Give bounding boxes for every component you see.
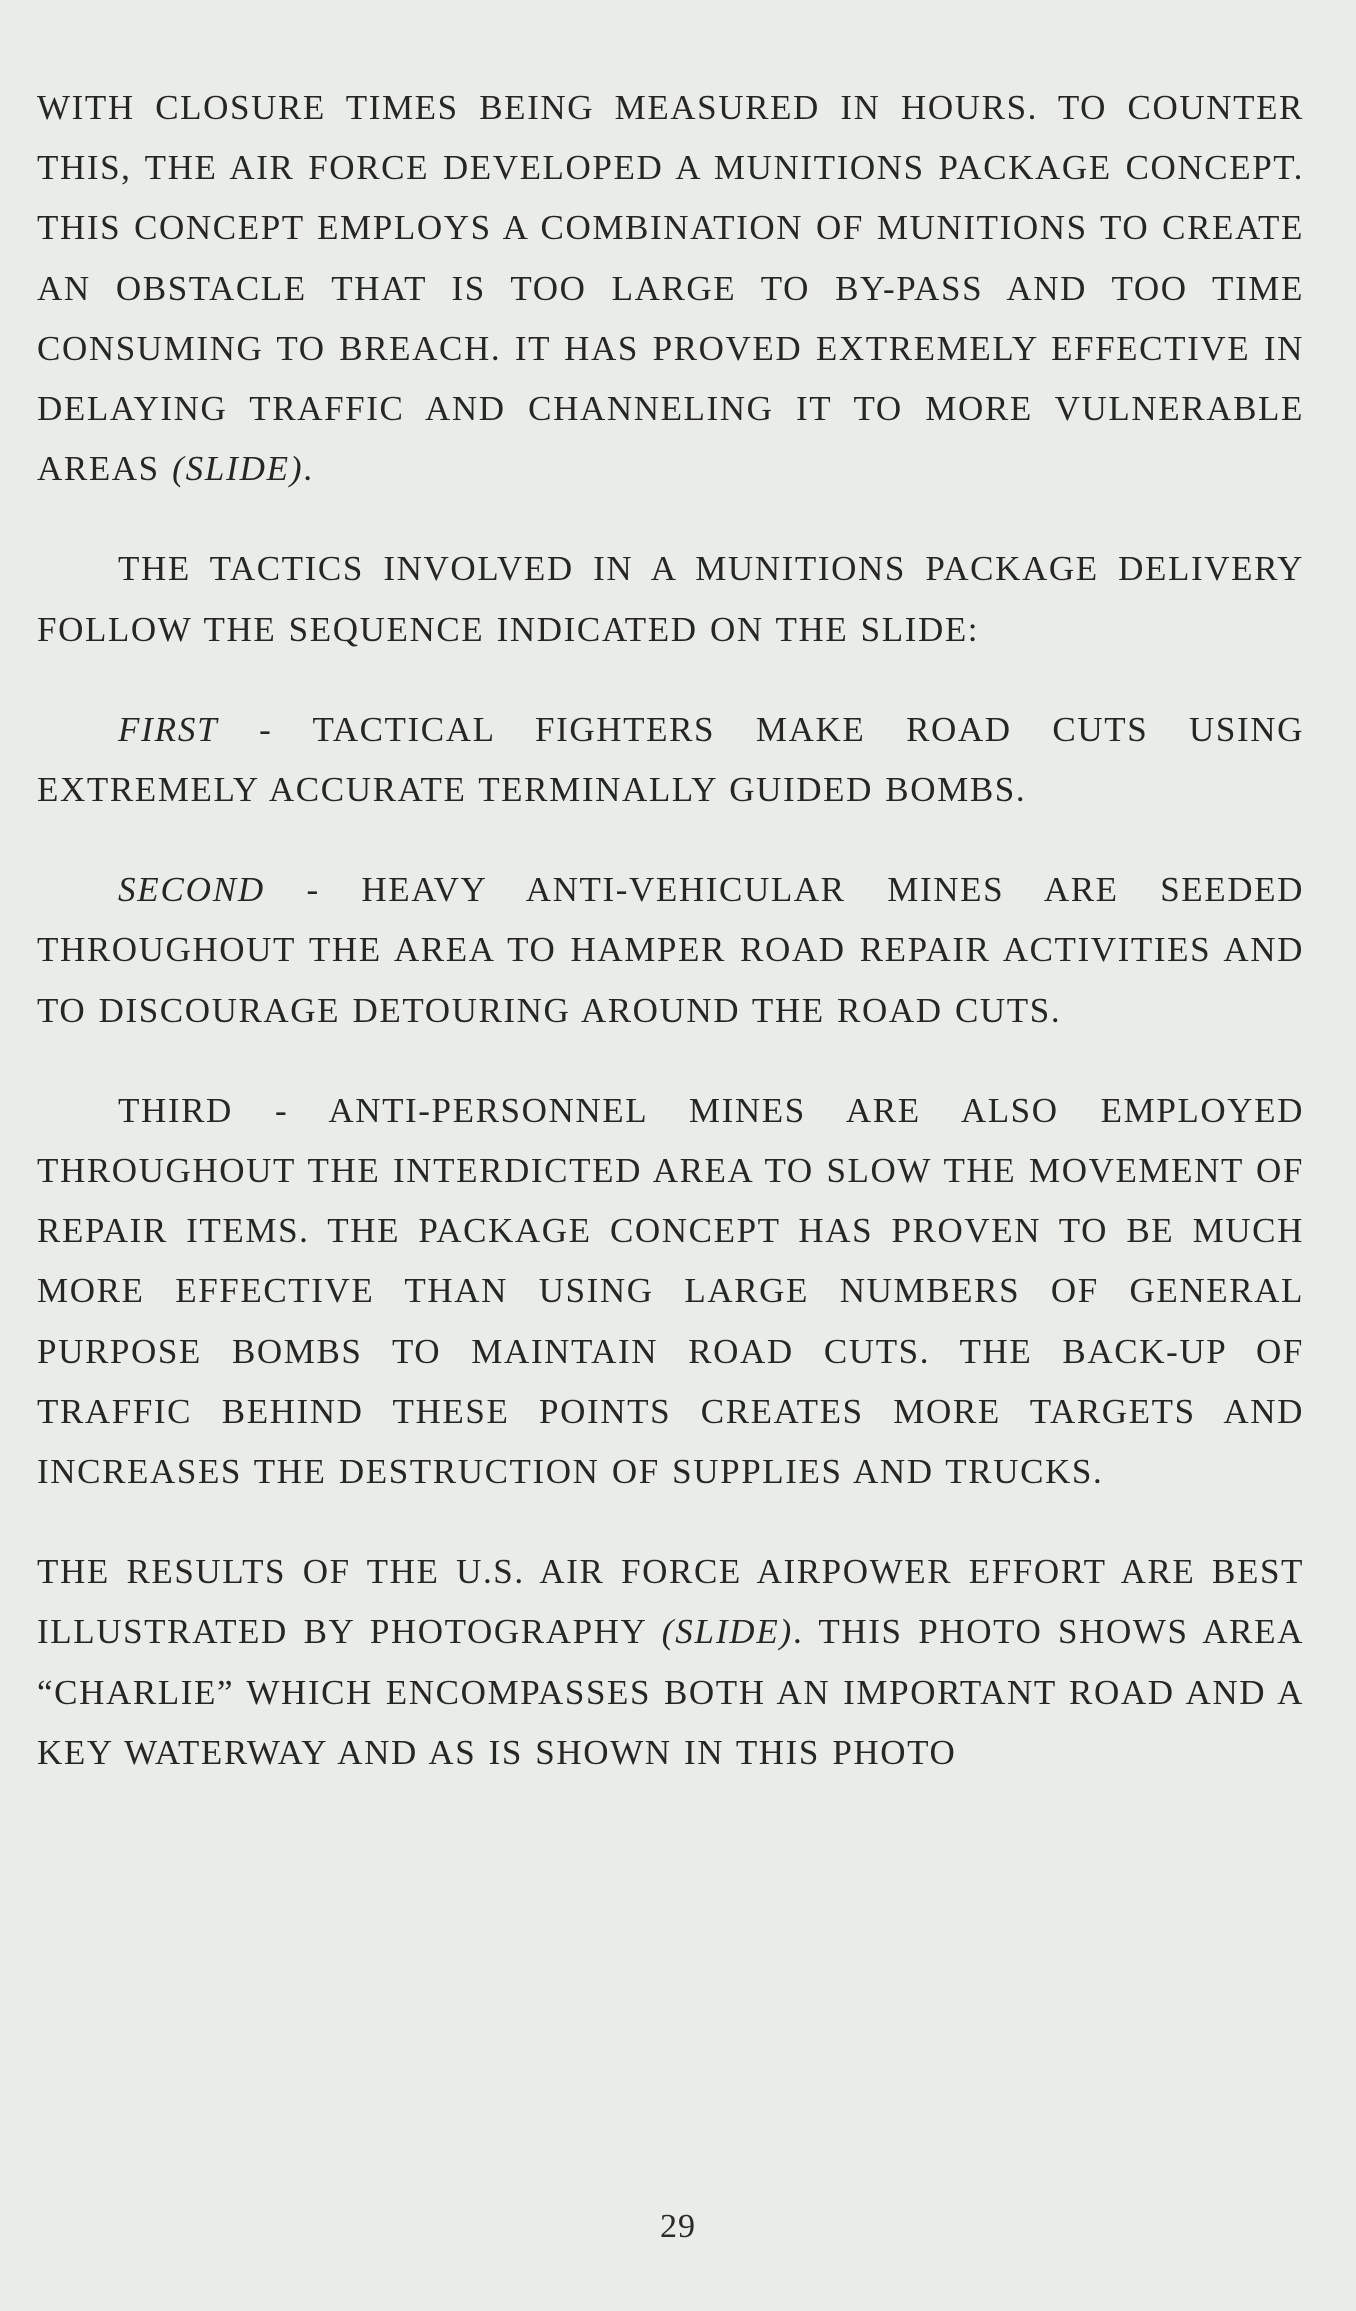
- paragraph-third-step: [37, 1081, 1304, 1502]
- paragraph-text-after: . THIS PHOTO SHOWS AREA “CHARLIE” WHICH ENCOMPASSES BOTH AN IMPORTANT ROAD AND A KEY WATERWAY AND AS IS SHOWN IN THIS PHOTO: [37, 1612, 1304, 1772]
- paragraph-second-step: [37, 860, 1304, 1041]
- paragraph-text: THIRD - ANTI-PERSONNEL MINES ARE ALSO EMPLOYED THROUGHOUT THE INTERDICTED AREA TO SLOW THE MOVEMENT OF REPAIR ITEMS. THE PACKAGE CONCEPT HAS PROVEN TO BE MUCH MORE EFFECTIVE THAN USING LARGE NUMBERS OF GENERAL PURPOSE BOMBS TO MAINTAIN ROAD CUTS. THE BACK-UP OF TRAFFIC BEHIND THESE POINTS CREATES MORE TARGETS AND INCREASES THE DESTRUCTION OF SUPPLIES AND TRUCKS.: [37, 1090, 1304, 1492]
- page-number: 29: [660, 2208, 696, 2245]
- step-label-first: FIRST: [118, 709, 219, 749]
- paragraph-text: THE TACTICS INVOLVED IN A MUNITIONS PACKAGE DELIVERY FOLLOW THE SEQUENCE INDICATED ON THE SLIDE:: [37, 549, 1304, 649]
- paragraph-first-step: [37, 700, 1304, 820]
- paragraph-results: [37, 1542, 1304, 1783]
- paragraph-text: - HEAVY ANTI-VEHICULAR MINES ARE SEEDED THROUGHOUT THE AREA TO HAMPER ROAD REPAIR ACTIVITIES AND TO DISCOURAGE DETOURING AROUND THE ROAD CUTS.: [37, 870, 1304, 1030]
- slide-reference: (SLIDE): [172, 449, 304, 489]
- paragraph-text: WITH CLOSURE TIMES BEING MEASURED IN HOURS. TO COUNTER THIS, THE AIR FORCE DEVELOPED A MUNITIONS PACKAGE CONCEPT. THIS CONCEPT EMPLOYS A COMBINATION OF MUNITIONS TO CREATE AN OBSTACLE THAT IS TOO LARGE TO BY-PASS AND TOO TIME CONSUMING TO BREACH. IT HAS PROVED EXTREMELY EFFECTIVE IN DELAYING TRAFFIC AND CHANNELING IT TO MORE VULNERABLE AREAS: [37, 88, 1304, 489]
- paragraph-tactics: [37, 539, 1304, 659]
- paragraph-end-punctuation: .: [303, 449, 314, 489]
- paragraph-closure-times: [37, 78, 1304, 499]
- step-label-second: SECOND: [118, 870, 265, 910]
- slide-reference: (SLIDE): [661, 1612, 793, 1652]
- paragraph-text: - TACTICAL FIGHTERS MAKE ROAD CUTS USING EXTREMELY ACCURATE TERMINALLY GUIDED BOMBS.: [37, 709, 1304, 810]
- paragraph-text-before: THE RESULTS OF THE U.S. AIR FORCE AIRPOWER EFFORT ARE BEST ILLUSTRATED BY PHOTOGRAPHY: [37, 1552, 1304, 1652]
